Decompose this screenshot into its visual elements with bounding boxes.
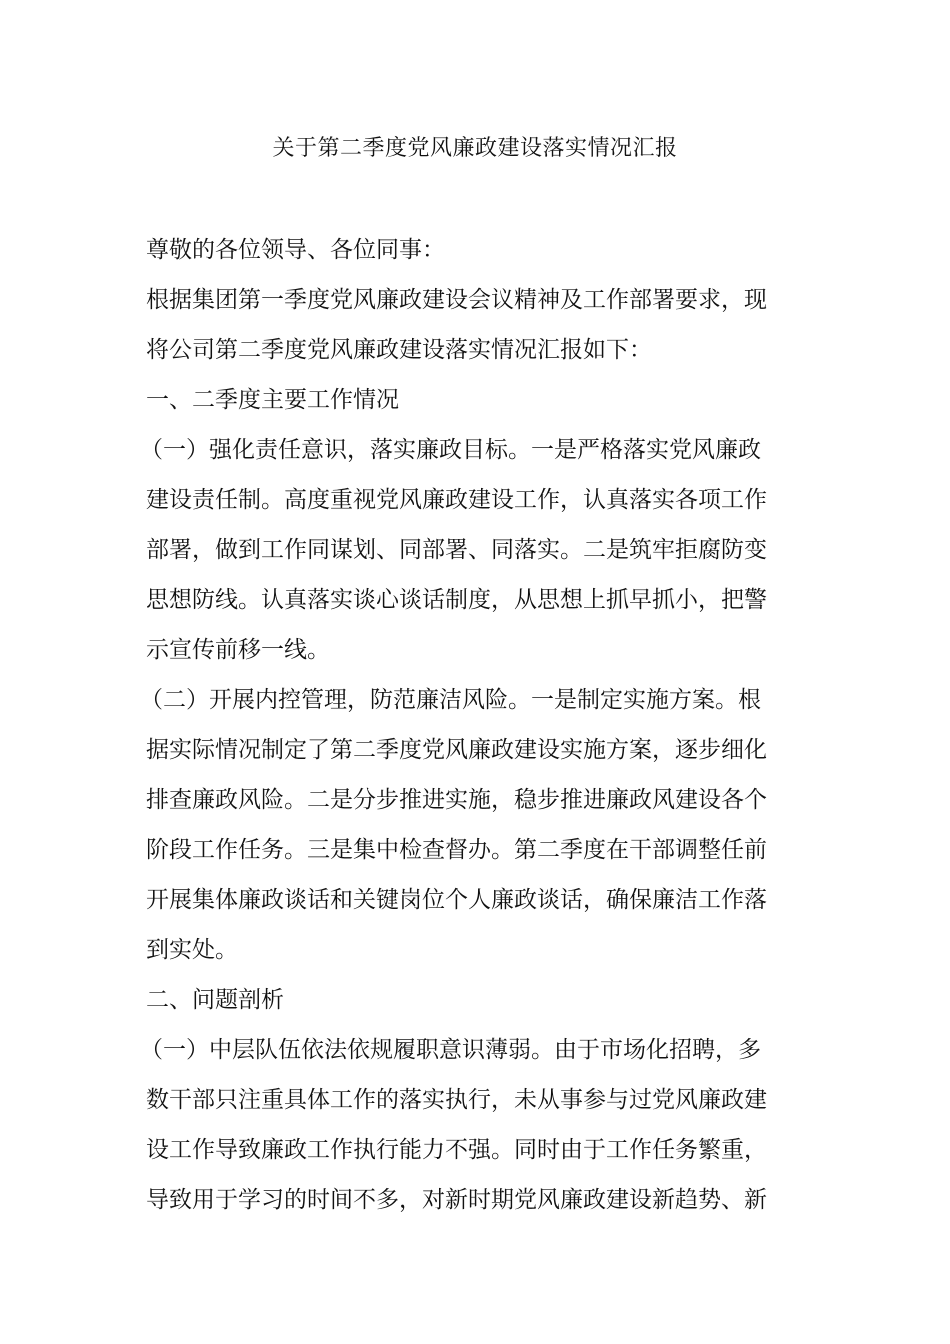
paragraph-line: 阶段工作任务。三是集中检查督办。第二季度在干部调整任前: [146, 837, 767, 863]
paragraph-line: 开展集体廉政谈话和关键岗位个人廉政谈话，确保廉洁工作落: [146, 887, 767, 913]
paragraph-line: 思想防线。认真落实谈心谈话制度，从思想上抓早抓小，把警: [146, 587, 767, 613]
paragraph-line: 据实际情况制定了第二季度党风廉政建设实施方案，逐步细化: [146, 737, 767, 763]
document-title: 关于第二季度党风廉政建设落实情况汇报: [272, 136, 678, 161]
document-body: [140, 232, 810, 1232]
paragraph-line: 排查廉政风险。二是分步推进实施，稳步推进廉政风建设各个: [146, 787, 767, 813]
paragraph-line: 建设责任制。高度重视党风廉政建设工作，认真落实各项工作: [146, 487, 767, 513]
paragraph-line: 示宣传前移一线。: [146, 637, 330, 663]
paragraph-line: 根据集团第一季度党风廉政建设会议精神及工作部署要求，现: [146, 287, 767, 313]
section-heading: 二、问题剖析: [146, 987, 284, 1013]
paragraph-line: 到实处。: [146, 937, 238, 963]
paragraph-line: 将公司第二季度党风廉政建设落实情况汇报如下：: [146, 337, 652, 363]
paragraph-line: （一）强化责任意识，落实廉政目标。一是严格落实党风廉政: [140, 437, 761, 463]
section-heading: 一、二季度主要工作情况: [146, 387, 399, 413]
paragraph-line: 数干部只注重具体工作的落实执行，未从事参与过党风廉政建: [146, 1087, 767, 1113]
paragraph-line: （一）中层队伍依法依规履职意识薄弱。由于市场化招聘，多: [140, 1037, 761, 1063]
salutation-line: 尊敬的各位领导、各位同事：: [146, 237, 445, 263]
paragraph-line: 部署，做到工作同谋划、同部署、同落实。二是筑牢拒腐防变: [146, 537, 767, 563]
paragraph-line: 导致用于学习的时间不多，对新时期党风廉政建设新趋势、新: [146, 1187, 767, 1213]
paragraph-line: 设工作导致廉政工作执行能力不强。同时由于工作任务繁重，: [146, 1137, 767, 1163]
paragraph-line: （二）开展内控管理，防范廉洁风险。一是制定实施方案。根: [140, 687, 761, 713]
